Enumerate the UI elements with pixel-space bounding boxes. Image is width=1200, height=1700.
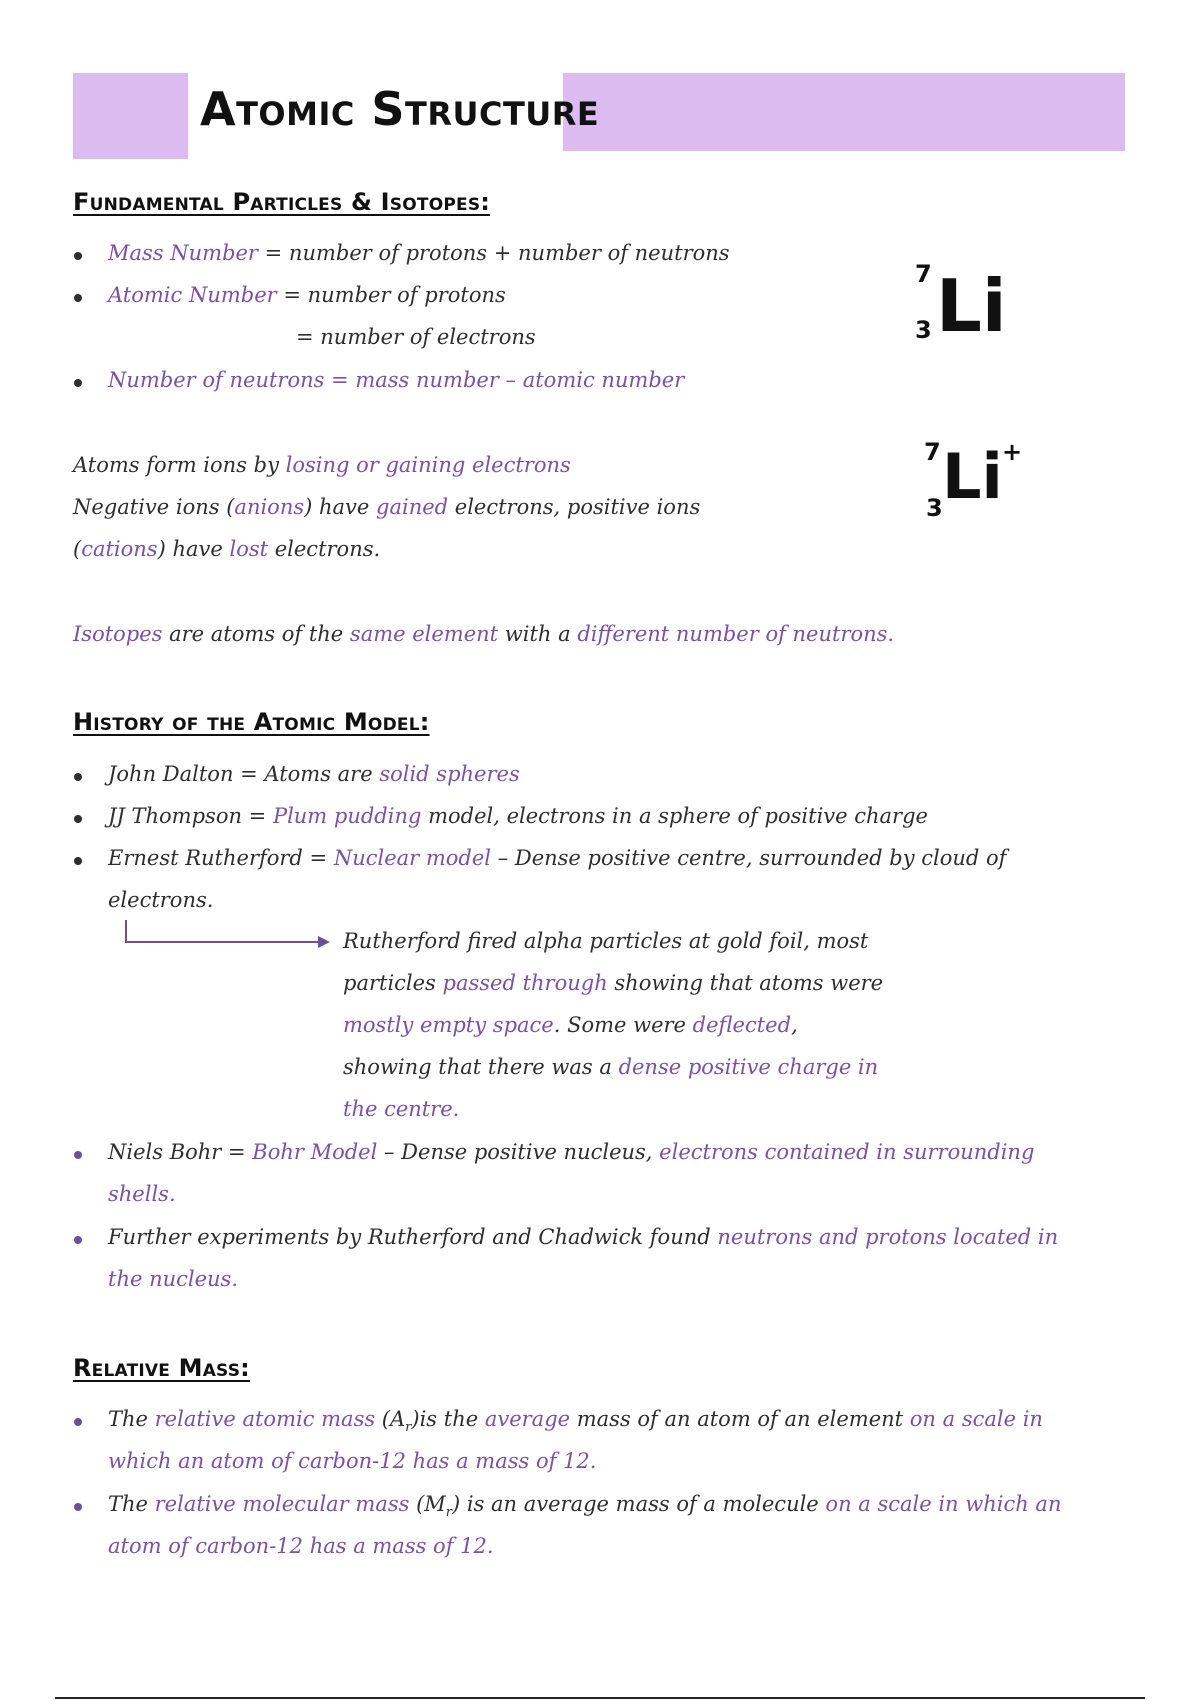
- ions-line-2: Negative ions (anions) have gained electrons, positive ions: [73, 495, 701, 519]
- bullet-icon: [74, 379, 82, 387]
- arrow-icon-head: [318, 936, 330, 948]
- ion-charge: +: [1002, 438, 1023, 466]
- arrow-icon-shaft: [125, 941, 320, 943]
- atomic-number-continuation: = number of electrons: [296, 325, 536, 349]
- bullet-icon: [74, 1151, 82, 1159]
- page-divider: [55, 1697, 1145, 1699]
- bullet-icon: [74, 1418, 82, 1426]
- bullet-icon: [74, 252, 82, 260]
- bullet-icon: [74, 294, 82, 302]
- bullet-icon: [74, 857, 82, 865]
- gold-foil-line-1: Rutherford fired alpha particles at gold foil, most: [343, 929, 869, 953]
- heading-fundamental-particles: Fundamental Particles & Isotopes:: [73, 188, 491, 216]
- chadwick-line-cont: the nucleus.: [108, 1267, 238, 1291]
- title-banner-right: [563, 73, 1125, 151]
- relative-atomic-mass-cont: which an atom of carbon-12 has a mass of 12.: [108, 1449, 597, 1473]
- bohr-line-cont: shells.: [108, 1182, 176, 1206]
- heading-relative-mass: Relative Mass:: [73, 1354, 250, 1382]
- thompson-line: JJ Thompson = Plum pudding model, electrons in a sphere of positive charge: [108, 804, 928, 828]
- element-symbol: Li: [936, 264, 1007, 348]
- atomic-number-value: 3: [926, 494, 943, 522]
- gold-foil-line-5: the centre.: [343, 1097, 460, 1121]
- rutherford-line: Ernest Rutherford = Nuclear model – Dense positive centre, surrounded by cloud of: [108, 846, 1007, 870]
- atomic-number-definition: = number of protons: [276, 283, 506, 307]
- relative-atomic-mass-line: The relative atomic mass $(A_r)is$ the average mass of an atom of an element on a scale in: [108, 1407, 1043, 1436]
- element-symbol: Li: [942, 440, 1003, 513]
- mass-number-definition: = number of protons + number of neutrons: [257, 241, 730, 265]
- dalton-line: John Dalton = Atoms are solid spheres: [108, 762, 520, 786]
- neutrons-line: Number of neutrons = mass number – atomic number: [108, 368, 685, 392]
- mass-number-term: Mass Number: [108, 241, 258, 265]
- heading-history: History of the Atomic Model:: [73, 708, 430, 736]
- atomic-number-value: 3: [915, 316, 932, 344]
- mass-number-value: 7: [924, 438, 941, 466]
- bullet-icon: [74, 1503, 82, 1511]
- bohr-line: Niels Bohr = Bohr Model – Dense positive nucleus, electrons contained in surrounding: [108, 1140, 1035, 1164]
- rutherford-line-cont: electrons.: [108, 888, 214, 912]
- gold-foil-line-3: mostly empty space. Some were deflected,: [343, 1013, 798, 1037]
- atomic-number-term: Atomic Number: [108, 283, 277, 307]
- arrow-icon-stem: [125, 920, 127, 942]
- gold-foil-line-4: showing that there was a dense positive charge in: [343, 1055, 879, 1079]
- chadwick-line: Further experiments by Rutherford and Chadwick found neutrons and protons located in: [108, 1225, 1059, 1249]
- mass-number-line: [108, 240, 730, 267]
- gold-foil-line-2: particles passed through showing that atoms were: [343, 971, 884, 995]
- title-banner-left: [73, 73, 188, 159]
- atomic-number-line: [108, 282, 506, 309]
- mass-number-value: 7: [915, 260, 932, 288]
- ions-line-1: Atoms form ions by losing or gaining electrons: [73, 453, 571, 477]
- bullet-icon: [74, 1236, 82, 1244]
- page-title: Atomic Structure: [200, 82, 600, 136]
- ions-line-3: (cations) have lost electrons.: [73, 537, 381, 561]
- isotopes-definition: Isotopes are atoms of the same element with a different number of neutrons.: [73, 622, 895, 646]
- relative-molecular-mass-cont: atom of carbon-12 has a mass of 12.: [108, 1534, 494, 1558]
- bullet-icon: [74, 815, 82, 823]
- bullet-icon: [74, 773, 82, 781]
- relative-molecular-mass-line: The relative molecular mass $(M_r)$ is an average mass of a molecule on a scale in which an: [108, 1492, 1062, 1521]
